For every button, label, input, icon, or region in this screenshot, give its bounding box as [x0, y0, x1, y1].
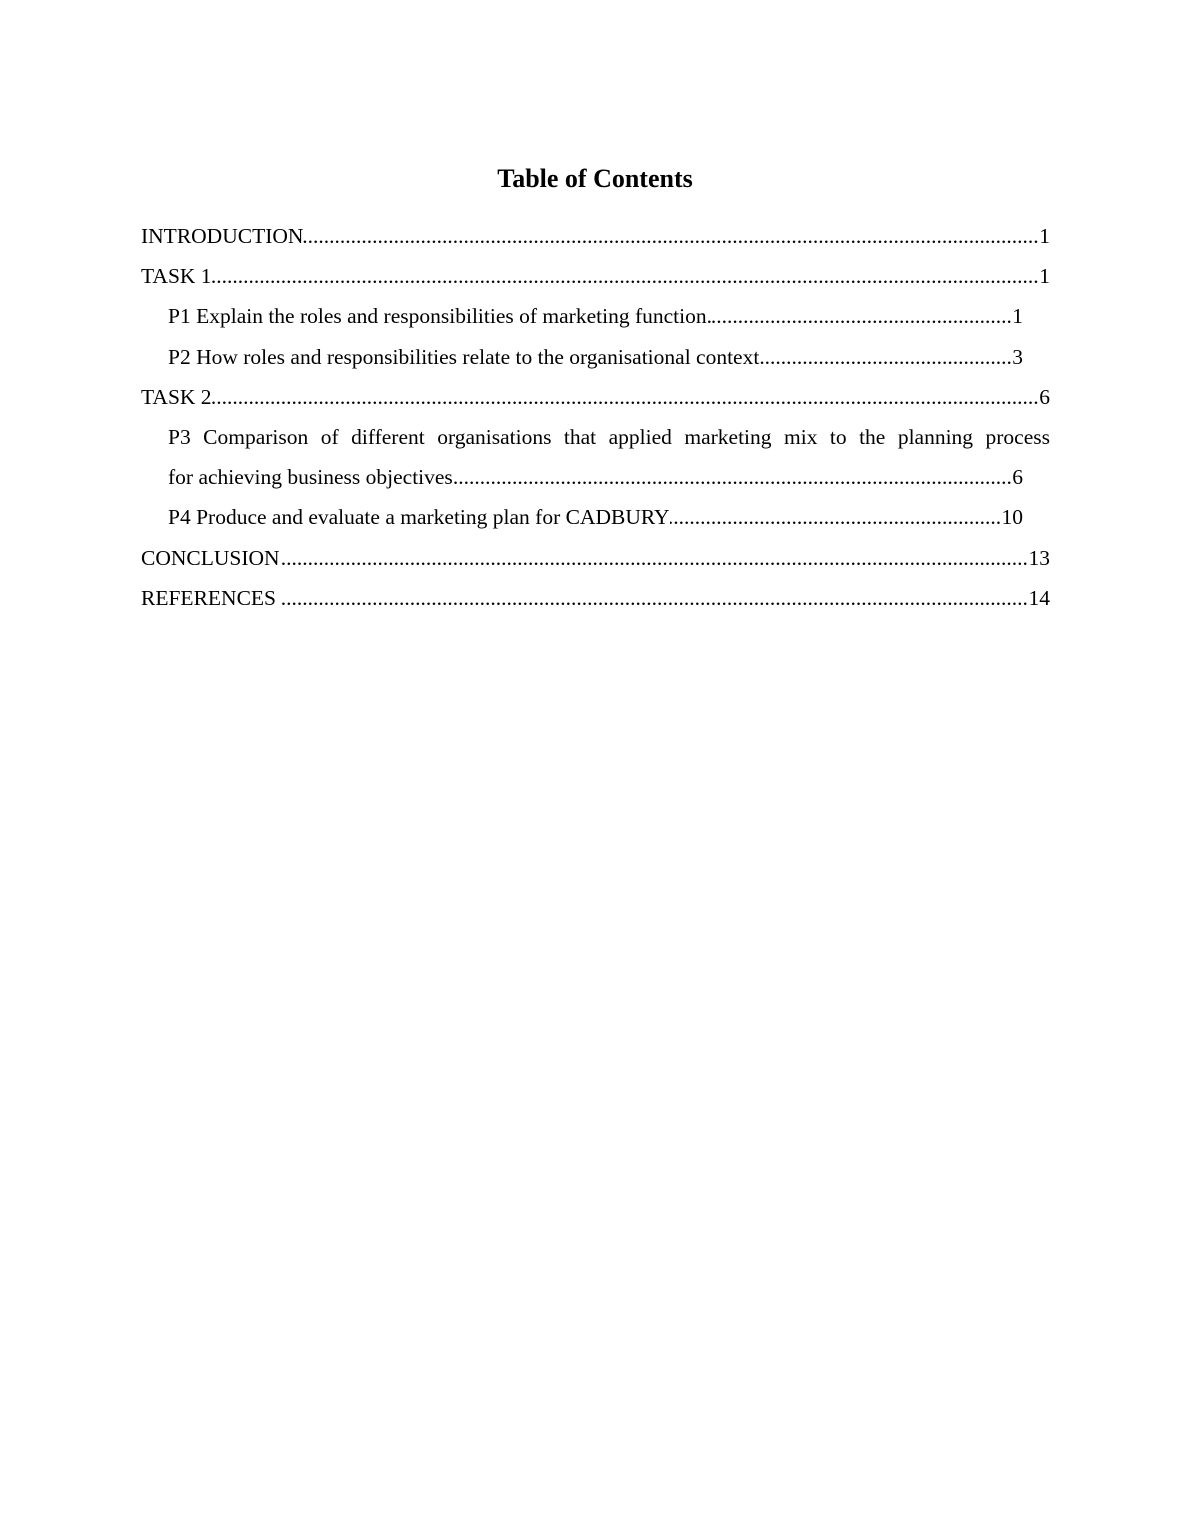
toc-entry-label-line-1: P3 Comparison of different organisations that applied marketing mix to the planning process [168, 424, 1050, 449]
toc-entry-page-number: 3 [1012, 337, 1023, 377]
toc-entry-task-1[interactable] [141, 256, 1050, 296]
toc-entry-conclusion[interactable] [141, 538, 1050, 578]
toc-entry-label: P4 Produce and evaluate a marketing plan for CADBURY [168, 505, 670, 530]
toc-entry-label: P1 Explain the roles and responsibilities of marketing function. [168, 304, 712, 329]
toc-entry-label: CONCLUSION [141, 545, 280, 570]
toc-entry-label: TASK 2 [141, 384, 212, 409]
toc-entry-introduction[interactable] [141, 216, 1050, 256]
toc-entry-page-number: 10 [1002, 497, 1024, 537]
toc-entry-page-number: 13 [1029, 538, 1051, 578]
toc-entry-page-number: 1 [1012, 296, 1023, 336]
toc-entry-task-2[interactable] [141, 377, 1050, 417]
toc-list [141, 216, 1050, 618]
toc-entry-page-number: 6 [1039, 377, 1050, 417]
dot-leader [141, 256, 1050, 296]
toc-entry-p1[interactable] [168, 296, 1023, 336]
toc-entry-page-number: 14 [1029, 578, 1051, 618]
toc-title: Table of Contents [497, 164, 693, 193]
toc-entry-p3[interactable] [168, 417, 1050, 497]
toc-entry-page-number: 6 [1012, 457, 1023, 497]
toc-entry-label: P2 How roles and responsibilities relate to the organisational context. [168, 344, 765, 369]
toc-entry-p2[interactable] [168, 337, 1023, 377]
toc-entry-p4[interactable] [168, 497, 1023, 537]
toc-entry-page-number: 1 [1039, 216, 1050, 256]
toc-entry-label: TASK 1 [141, 264, 212, 289]
toc-entry-label-line-2: for achieving business objectives [168, 465, 453, 490]
toc-entry-label: INTRODUCTION [141, 224, 304, 248]
toc-entry-last-line [168, 457, 1023, 497]
toc-entry-references[interactable] [141, 578, 1050, 618]
dot-leader [141, 377, 1050, 417]
toc-entry-label: REFERENCES [141, 585, 282, 610]
toc-entry-page-number: 1 [1039, 256, 1050, 296]
